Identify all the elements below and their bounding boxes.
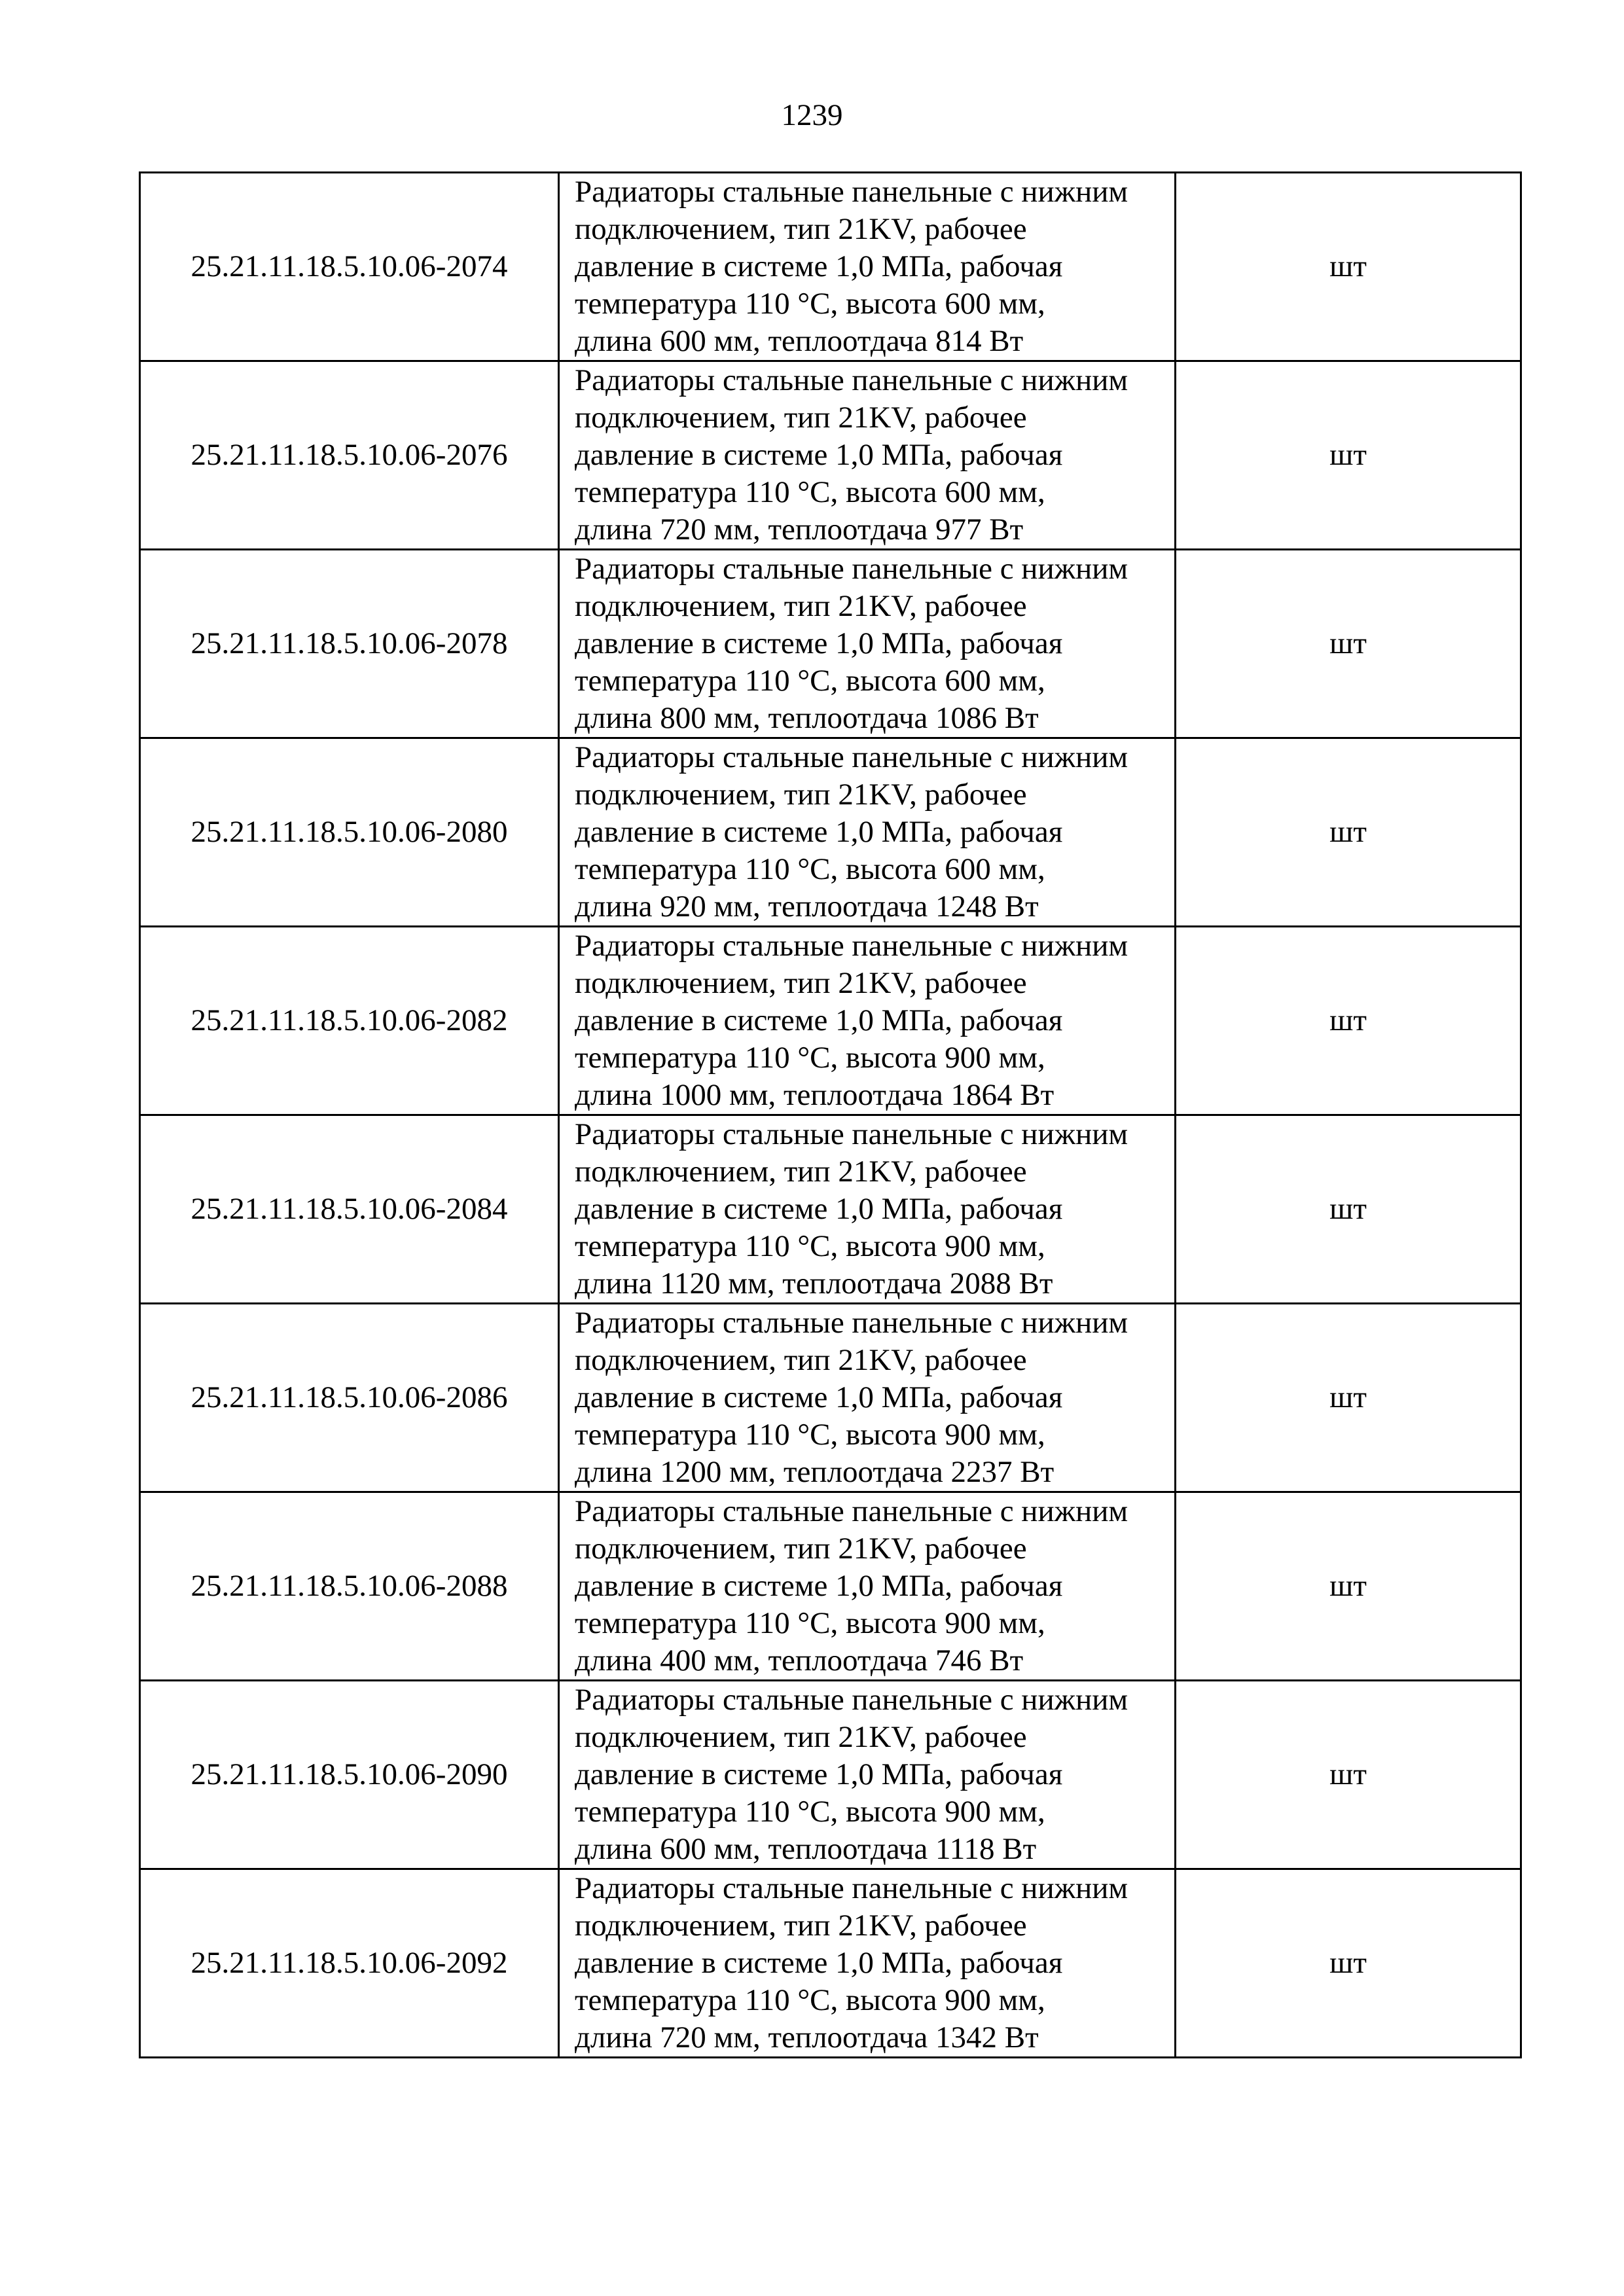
table-row	[140, 1869, 1521, 2058]
table-row	[140, 550, 1521, 738]
row-unit: шт	[1176, 738, 1521, 927]
row-code: 25.21.11.18.5.10.06-2090	[140, 1681, 559, 1869]
row-unit: шт	[1176, 361, 1521, 550]
row-description	[559, 738, 1176, 927]
row-code: 25.21.11.18.5.10.06-2082	[140, 927, 559, 1115]
table-row	[140, 738, 1521, 927]
row-unit: шт	[1176, 1492, 1521, 1681]
description-line: давление в системе 1,0 МПа, рабочая	[575, 438, 1063, 472]
description-line: температура 110 °С, высота 600 мм,	[575, 287, 1045, 321]
row-unit: шт	[1176, 927, 1521, 1115]
description-line: давление в системе 1,0 МПа, рабочая	[575, 1380, 1063, 1414]
description-line: подключением, тип 21KV, рабочее	[575, 1720, 1027, 1754]
row-description	[559, 927, 1176, 1115]
description-line: температура 110 °С, высота 600 мм,	[575, 475, 1045, 509]
description-line: подключением, тип 21KV, рабочее	[575, 966, 1027, 1000]
table-row	[140, 1681, 1521, 1869]
description-line: подключением, тип 21KV, рабочее	[575, 589, 1027, 623]
description-line: температура 110 °С, высота 600 мм,	[575, 852, 1045, 886]
row-unit: шт	[1176, 1304, 1521, 1492]
description-line: подключением, тип 21KV, рабочее	[575, 212, 1027, 246]
description-line: давление в системе 1,0 МПа, рабочая	[575, 1569, 1063, 1603]
description-line: температура 110 °С, высота 900 мм,	[575, 1229, 1045, 1263]
description-line: температура 110 °С, высота 900 мм,	[575, 1795, 1045, 1829]
row-unit: шт	[1176, 1869, 1521, 2058]
row-unit: шт	[1176, 173, 1521, 361]
description-line: температура 110 °С, высота 900 мм,	[575, 1983, 1045, 2017]
spec-table-body	[140, 173, 1521, 2058]
row-description	[559, 361, 1176, 550]
description-line: Радиаторы стальные панельные с нижним	[575, 1117, 1128, 1151]
page-number: 1239	[781, 98, 843, 132]
description-line: длина 1120 мм, теплоотдача 2088 Вт	[575, 1266, 1053, 1300]
row-description	[559, 1115, 1176, 1304]
description-line: длина 720 мм, теплоотдача 977 Вт	[575, 512, 1024, 547]
description-line: подключением, тип 21KV, рабочее	[575, 1155, 1027, 1189]
row-code: 25.21.11.18.5.10.06-2086	[140, 1304, 559, 1492]
table-row	[140, 927, 1521, 1115]
description-line: Радиаторы стальные панельные с нижним	[575, 1683, 1128, 1717]
table-row	[140, 1492, 1521, 1681]
description-line: температура 110 °С, высота 600 мм,	[575, 664, 1045, 698]
description-line: давление в системе 1,0 МПа, рабочая	[575, 1192, 1063, 1226]
description-line: длина 720 мм, теплоотдача 1342 Вт	[575, 2020, 1039, 2054]
description-line: длина 920 мм, теплоотдача 1248 Вт	[575, 889, 1039, 924]
row-description	[559, 1492, 1176, 1681]
description-line: Радиаторы стальные панельные с нижним	[575, 1871, 1128, 1905]
row-code: 25.21.11.18.5.10.06-2084	[140, 1115, 559, 1304]
description-line: Радиаторы стальные панельные с нижним	[575, 929, 1128, 963]
description-line: подключением, тип 21KV, рабочее	[575, 1909, 1027, 1943]
table-row	[140, 361, 1521, 550]
row-description	[559, 1681, 1176, 1869]
description-line: подключением, тип 21KV, рабочее	[575, 778, 1027, 812]
description-line: давление в системе 1,0 МПа, рабочая	[575, 626, 1063, 660]
description-line: Радиаторы стальные панельные с нижним	[575, 1306, 1128, 1340]
row-unit: шт	[1176, 1681, 1521, 1869]
description-line: давление в системе 1,0 МПа, рабочая	[575, 249, 1063, 283]
description-line: длина 800 мм, теплоотдача 1086 Вт	[575, 701, 1039, 735]
row-unit: шт	[1176, 550, 1521, 738]
row-description	[559, 1304, 1176, 1492]
row-code: 25.21.11.18.5.10.06-2076	[140, 361, 559, 550]
table-row	[140, 173, 1521, 361]
description-line: длина 1200 мм, теплоотдача 2237 Вт	[575, 1455, 1055, 1489]
description-line: Радиаторы стальные панельные с нижним	[575, 740, 1128, 774]
row-unit: шт	[1176, 1115, 1521, 1304]
row-description	[559, 550, 1176, 738]
description-line: температура 110 °С, высота 900 мм,	[575, 1418, 1045, 1452]
row-code: 25.21.11.18.5.10.06-2080	[140, 738, 559, 927]
description-line: давление в системе 1,0 МПа, рабочая	[575, 1757, 1063, 1791]
description-line: длина 1000 мм, теплоотдача 1864 Вт	[575, 1078, 1055, 1112]
row-description	[559, 1869, 1176, 2058]
description-line: Радиаторы стальные панельные с нижним	[575, 175, 1128, 209]
description-line: температура 110 °С, высота 900 мм,	[575, 1041, 1045, 1075]
table-row	[140, 1304, 1521, 1492]
description-line: длина 400 мм, теплоотдача 746 Вт	[575, 1643, 1024, 1677]
spec-table	[139, 171, 1522, 2058]
row-description	[559, 173, 1176, 361]
description-line: температура 110 °С, высота 900 мм,	[575, 1606, 1045, 1640]
row-code: 25.21.11.18.5.10.06-2092	[140, 1869, 559, 2058]
description-line: давление в системе 1,0 МПа, рабочая	[575, 815, 1063, 849]
row-code: 25.21.11.18.5.10.06-2074	[140, 173, 559, 361]
description-line: подключением, тип 21KV, рабочее	[575, 1532, 1027, 1566]
description-line: подключением, тип 21KV, рабочее	[575, 1343, 1027, 1377]
row-code: 25.21.11.18.5.10.06-2078	[140, 550, 559, 738]
description-line: Радиаторы стальные панельные с нижним	[575, 1494, 1128, 1528]
description-line: давление в системе 1,0 МПа, рабочая	[575, 1946, 1063, 1980]
description-line: давление в системе 1,0 МПа, рабочая	[575, 1003, 1063, 1037]
description-line: Радиаторы стальные панельные с нижним	[575, 552, 1128, 586]
description-line: длина 600 мм, теплоотдача 1118 Вт	[575, 1832, 1037, 1866]
description-line: подключением, тип 21KV, рабочее	[575, 401, 1027, 435]
table-row	[140, 1115, 1521, 1304]
description-line: Радиаторы стальные панельные с нижним	[575, 363, 1128, 397]
row-code: 25.21.11.18.5.10.06-2088	[140, 1492, 559, 1681]
description-line: длина 600 мм, теплоотдача 814 Вт	[575, 324, 1024, 358]
